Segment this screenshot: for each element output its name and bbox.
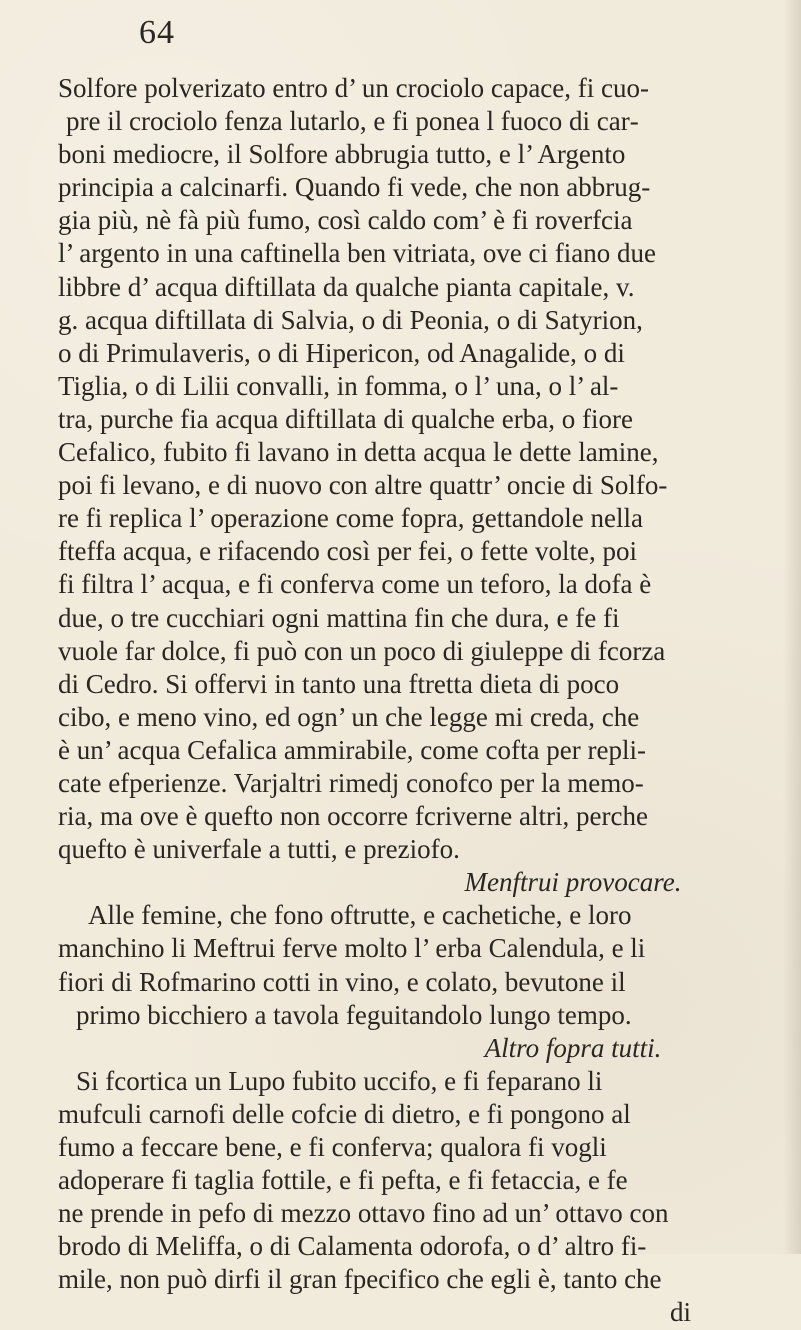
text-line: re fi replica l’ operazione come fopra, gettandole nella: [58, 503, 643, 534]
text-line: vuole far dolce, fi può con un poco di giuleppe di fcorza: [58, 635, 666, 666]
text-line: primo bicchiero a tavola feguitandolo lungo tempo.: [76, 999, 632, 1030]
text-line: fi filtra l’ acqua, e fi conferva come un teforo, la dofa è: [58, 569, 652, 600]
main-text-block: [58, 72, 788, 1330]
text-line: ne prende in pefo di mezzo ottavo fino ad un’ ottavo con: [58, 1198, 669, 1229]
text-line: mufculi carnofi delle cofcie di dietro, e fi pongono al: [58, 1098, 631, 1129]
section-heading: Menftrui provocare.: [464, 867, 682, 898]
text-line: fumo a feccare bene, e fi conferva; qualora fi vogli: [58, 1132, 607, 1162]
text-line: pre il crociolo fenza lutarlo, e fi ponea l fuoco di car‑: [66, 106, 639, 137]
text-line: o di Primulaveris, o di Hipericon, od Anagalide, o di: [58, 337, 625, 368]
text-line: principia a calcinarfi. Quando fi vede, che non abbrug‑: [58, 172, 651, 203]
catchword: di: [670, 1297, 692, 1328]
text-line: poi fi levano, e di nuovo con altre quattr’ oncie di Solfo‑: [58, 470, 668, 501]
text-line: di Cedro. Si offervi in tanto una ftretta dieta di poco: [58, 668, 620, 699]
text-line: Solfore polverizato entro d’ un crociolo capace, fi cuo‑: [58, 73, 649, 103]
text-line: cate efperienze. Varjaltri rimedj conofco per la memo‑: [58, 767, 644, 798]
page-number: 64: [139, 14, 175, 51]
section-heading: Altro fopra tutti.: [484, 1032, 662, 1063]
text-line: boni mediocre, il Solfore abbrugia tutto, e l’ Argento: [58, 139, 626, 170]
text-line: manchino li Meftrui ferve molto l’ erba Calendula, e li: [58, 933, 646, 964]
text-line: fiori di Rofmarino cotti in vino, e colato, bevutone il: [58, 966, 626, 997]
text-line: brodo di Meliffa, o di Calamenta odorofa, o d’ altro fi‑: [58, 1231, 647, 1262]
text-line: Si fcortica un Lupo fubito uccifo, e fi feparano li: [76, 1065, 603, 1096]
text-line: è un’ acqua Cefalica ammirabile, come cofta per repli‑: [58, 734, 646, 765]
text-line: gia più, nè fà più fumo, così caldo com’ è fi roverfcia: [58, 205, 633, 236]
text-line: quefto è univerfale a tutti, e preziofo.: [58, 834, 460, 865]
text-line: Cefalico, fubito fi lavano in detta acqua le dette lamine,: [58, 437, 659, 468]
text-line: Tiglia, o di Lilii convalli, in fomma, o l’ una, o l’ al‑: [58, 370, 619, 401]
text-line: due, o tre cucchiari ogni mattina fin che dura, e fe fi: [58, 602, 620, 633]
text-line: Alle femine, che fono oftrutte, e cachetiche, e loro: [88, 900, 632, 931]
text-line: cibo, e meno vino, ed ogn’ un che legge mi creda, che: [58, 701, 640, 732]
text-line: mile, non può dirfi il gran fpecifico che egli è, tanto che: [58, 1264, 662, 1295]
text-line: fteffa acqua, e rifacendo così per fei, o fette volte, poi: [58, 536, 637, 567]
text-line: adoperare fi taglia fottile, e fi pefta, e fi fetaccia, e fe: [58, 1165, 628, 1196]
text-line: tra, purche fia acqua diftillata di qualche erba, o fiore: [58, 403, 633, 434]
text-line: ria, ma ove è quefto non occorre fcriverne altri, perche: [58, 801, 648, 832]
text-line: l’ argento in una caftinella ben vitriata, ove ci fiano due: [58, 238, 657, 269]
text-line: libbre d’ acqua diftillata da qualche pianta capitale, v.: [58, 271, 635, 302]
text-line: g. acqua diftillata di Salvia, o di Peonia, o di Satyrion,: [58, 304, 643, 335]
